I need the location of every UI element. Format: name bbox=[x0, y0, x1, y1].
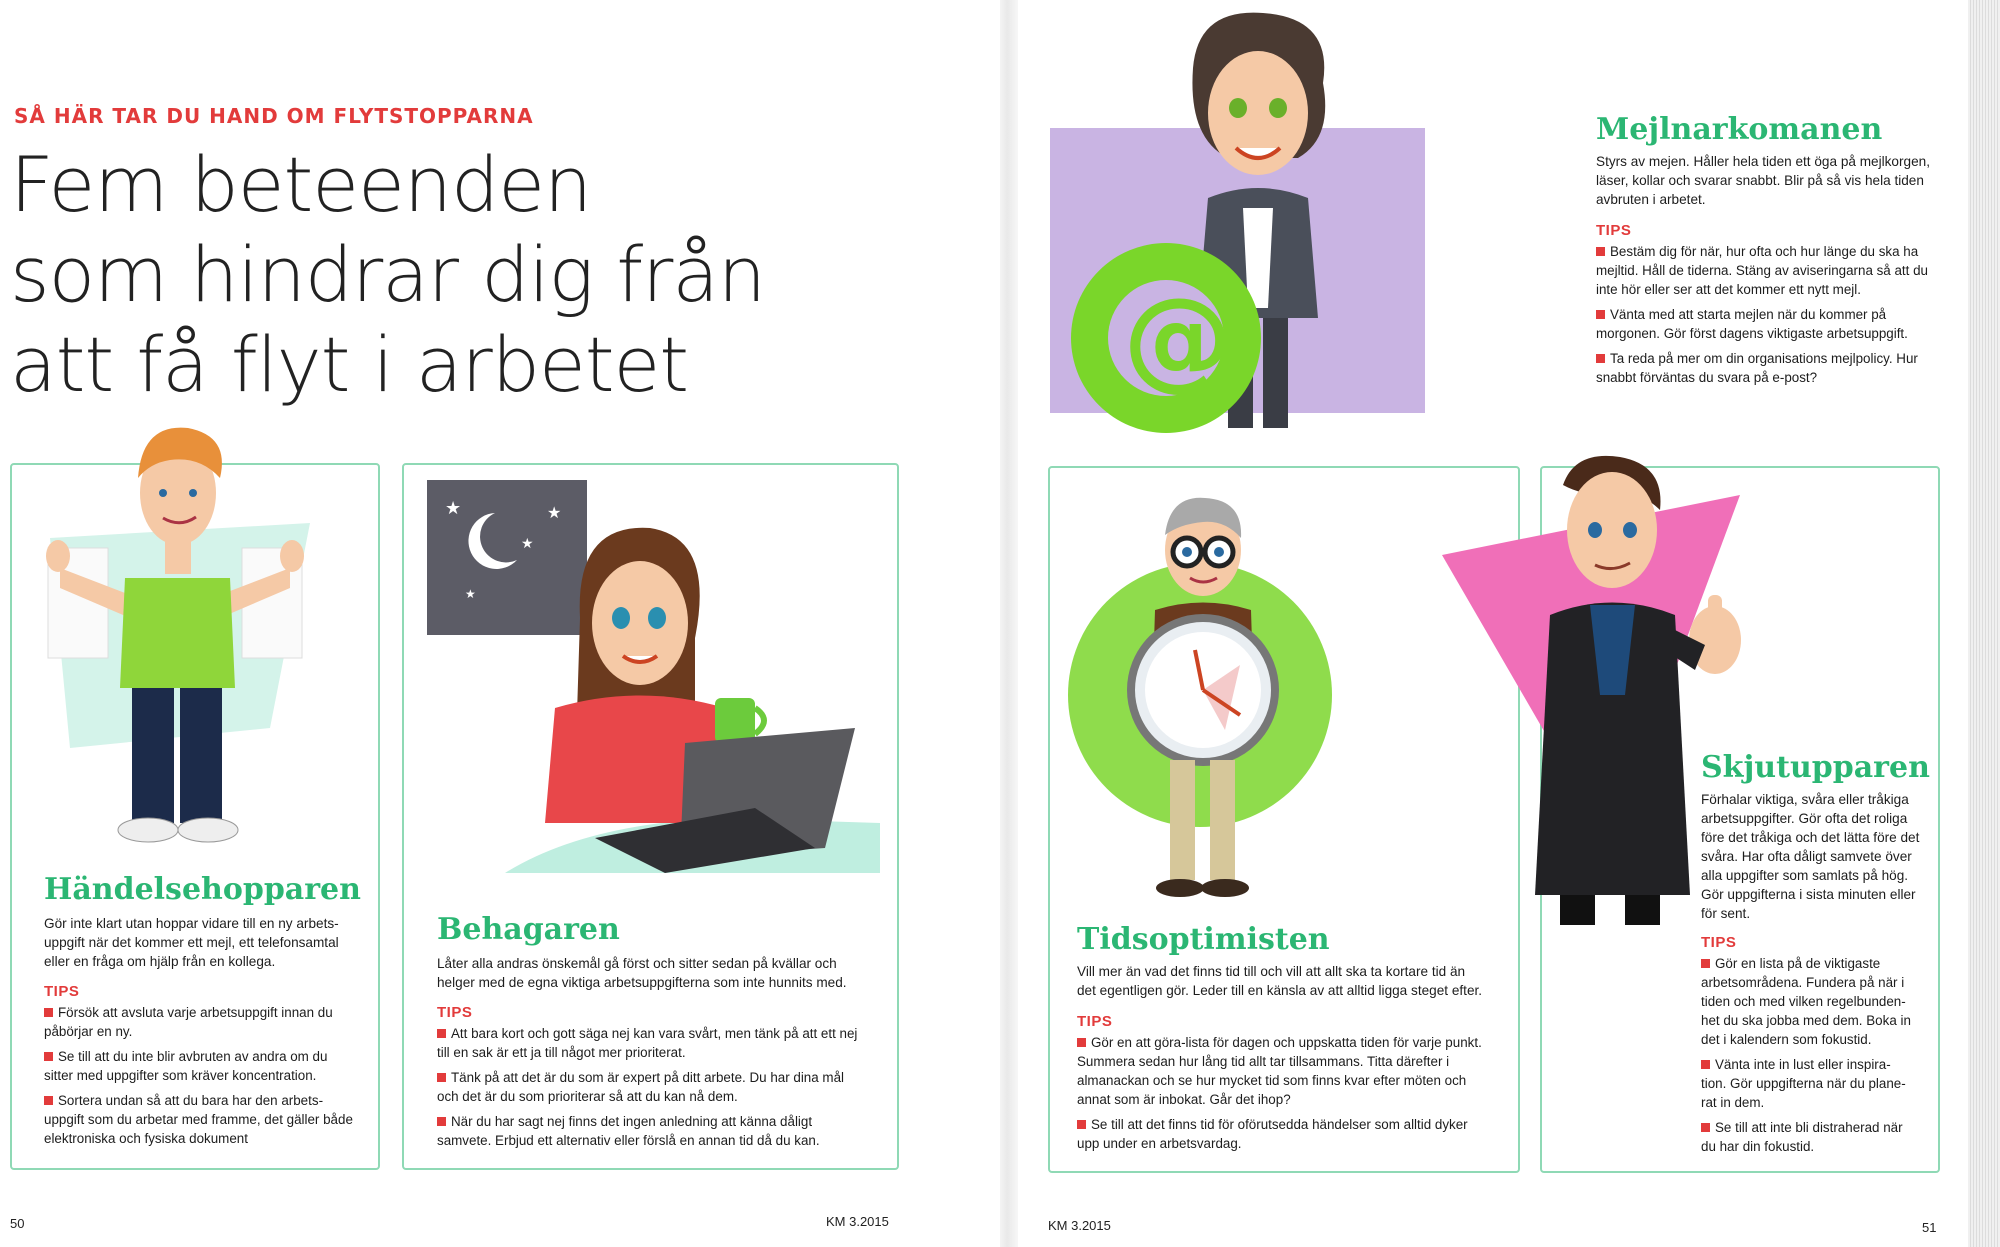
bullet-square-icon bbox=[1701, 959, 1710, 968]
page-number-right: 51 bbox=[1922, 1220, 1937, 1235]
man-with-clock-illustration bbox=[1065, 490, 1335, 900]
page-fold bbox=[1000, 0, 1018, 1247]
bullet-square-icon bbox=[1701, 1123, 1710, 1132]
profile-title-behagaren: Behagaren bbox=[437, 912, 620, 947]
headline-line-1: Fem beteenden bbox=[10, 140, 592, 229]
star-icon: ★ bbox=[521, 536, 534, 552]
tip-item: Vänta inte in lust eller inspiration. Gör uppgifterna när du planerat in dem. bbox=[1701, 1057, 1906, 1110]
tip-item: Ta reda på mer om din organisations mejlpolicy. Hur snabbt förväntas du svara på e-post? bbox=[1596, 351, 1918, 385]
bullet-square-icon bbox=[1596, 247, 1605, 256]
page-number-left: 50 bbox=[10, 1216, 25, 1231]
profile-title-skjutupparen: Skjutupparen bbox=[1701, 750, 1930, 785]
bullet-square-icon bbox=[1077, 1038, 1086, 1047]
tip-item: Se till att det finns tid för oförutsedda händelser som alltid dyker upp under en arbetsvardag. bbox=[1077, 1117, 1468, 1151]
young-man-holding-papers-illustration bbox=[30, 418, 330, 863]
tip-item: Se till att du inte blir avbruten av andra om du sitter med uppgifter som kräver koncentration. bbox=[44, 1049, 328, 1083]
star-icon: ★ bbox=[547, 503, 562, 522]
profile-desc-tidsoptimisten: Vill mer än vad det finns tid till och vill att allt ska ta kortare tid än det egentligen gör. Leder till en känsla av att alltid ligga steget efter. bbox=[1077, 964, 1483, 998]
tips-label: TIPS bbox=[1701, 934, 1737, 951]
tips-label: TIPS bbox=[1596, 222, 1632, 239]
headline-line-2: som hindrar dig från bbox=[10, 230, 766, 319]
profile-title-mejlnarkomanen: Mejlnarkomanen bbox=[1596, 112, 1883, 147]
tip-item: Sortera undan så att du bara har den arbetsuppgift som du arbetar med framme, det gäller både elektroniska och fysiska dokument bbox=[44, 1093, 353, 1146]
profile-title-handelsehopparen: Händelsehopparen bbox=[44, 872, 361, 907]
kicker: SÅ HÄR TAR DU HAND OM FLYTSTOPPARNA bbox=[14, 104, 534, 128]
star-icon: ★ bbox=[465, 587, 476, 601]
profile-title-tidsoptimisten: Tidsoptimisten bbox=[1077, 922, 1330, 957]
tip-item: Gör en lista på de viktigaste arbetsområdena. Fundera på när i tiden och med vilken regelbundenhet du ska jobba med dem. Boka in det i kalendern som fokustid. bbox=[1701, 956, 1911, 1047]
tip-item: Tänk på att det är du som är expert på ditt arbete. Du har dina mål och det är du som prioriterar så att du kan nå dem. bbox=[437, 1070, 845, 1104]
tips-list-skjutupparen bbox=[1701, 954, 1911, 1162]
tip-item: När du har sagt nej finns det ingen anledning att känna dåligt samvete. Erbjud ett alternativ eller förslå en annan tid då du kan. bbox=[437, 1114, 820, 1148]
svg-text:@: @ bbox=[1123, 274, 1233, 402]
profile-desc-mejlnarkomanen: Styrs av mejen. Håller hela tiden ett öga på mejlkorgen, läser, kollar och svarar snabbt. Blir på så vis hela tiden avbruten i arbetet. bbox=[1596, 154, 1930, 207]
bullet-square-icon bbox=[44, 1008, 53, 1017]
tip-item: Bestäm dig för när, hur ofta och hur länge du ska ha mejltid. Håll de tiderna. Stäng av aviseringarna så att du inte hör eller ser att det kommer ett nytt mejl. bbox=[1596, 244, 1928, 297]
tips-label: TIPS bbox=[44, 983, 80, 1000]
tip-item: Vänta med att starta mejlen när du kommer på morgonen. Gör först dagens viktigaste arbetsuppgift. bbox=[1596, 307, 1908, 341]
issue-left: KM 3.2015 bbox=[826, 1214, 889, 1229]
tips-list-behagaren bbox=[437, 1024, 867, 1156]
bullet-square-icon bbox=[437, 1117, 446, 1126]
tip-item: Gör en att göra-lista för dagen och uppskatta tiden för varje punkt. Summera sedan hur lång tid allt tar tillsammans. Titta därefter i almanackan och se hur mycket tid som finns kvar efter möten och annat som är inbokat. Går det ihop? bbox=[1077, 1035, 1482, 1107]
tip-item: Försök att avsluta varje arbetsuppgift innan du påbörjar en ny. bbox=[44, 1005, 333, 1039]
tips-label: TIPS bbox=[437, 1004, 473, 1021]
bullet-square-icon bbox=[1077, 1120, 1086, 1129]
profile-desc-skjutupparen: Förhalar viktiga, svåra eller tråkiga arbetsuppgifter. Gör ofta det roliga före det tråkiga och det lätta före det svåra. Har ofta dåligt samvete över alla uppgifter som samlats på hög. Gör uppgifterna i sista minuten eller för sent. bbox=[1701, 792, 1920, 921]
bullet-square-icon bbox=[1596, 310, 1605, 319]
headline bbox=[10, 140, 830, 410]
bullet-square-icon bbox=[437, 1029, 446, 1038]
page-edge bbox=[1968, 0, 2000, 1247]
profile-desc-behagaren: Låter alla andras önskemål gå först och sitter sedan på kvällar och helger med de egna viktiga arbetsuppgifterna som inte hunnits med. bbox=[437, 956, 847, 990]
tips-list-tidsoptimisten bbox=[1077, 1033, 1492, 1159]
profile-desc-handelsehopparen: Gör inte klart utan hoppar vidare till en ny arbetsuppgift när det kommer ett mejl, ett telefonsamtal eller en fråga om hjälp från en kollega. bbox=[44, 916, 339, 969]
tips-list-handelsehopparen bbox=[44, 1003, 356, 1154]
bullet-square-icon bbox=[44, 1052, 53, 1061]
star-icon: ★ bbox=[445, 498, 462, 519]
bullet-square-icon bbox=[44, 1096, 53, 1105]
tip-item: Att bara kort och gott säga nej kan vara svårt, men tänk på att ett nej till en sak är ett ja till något mer prioriterat. bbox=[437, 1026, 858, 1060]
bullet-square-icon bbox=[437, 1073, 446, 1082]
headline-line-3: att få flyt i arbetet bbox=[10, 320, 689, 409]
issue-right: KM 3.2015 bbox=[1048, 1218, 1111, 1233]
tips-list-mejlnarkomanen bbox=[1596, 242, 1936, 393]
woman-with-laptop-night-illustration bbox=[425, 478, 880, 873]
tips-label: TIPS bbox=[1077, 1013, 1113, 1030]
woman-with-at-sign-illustration bbox=[1048, 8, 1428, 438]
tip-item: Se till att inte bli distraherad när du har din fokustid. bbox=[1701, 1120, 1903, 1154]
bullet-square-icon bbox=[1596, 354, 1605, 363]
bullet-square-icon bbox=[1701, 1060, 1710, 1069]
